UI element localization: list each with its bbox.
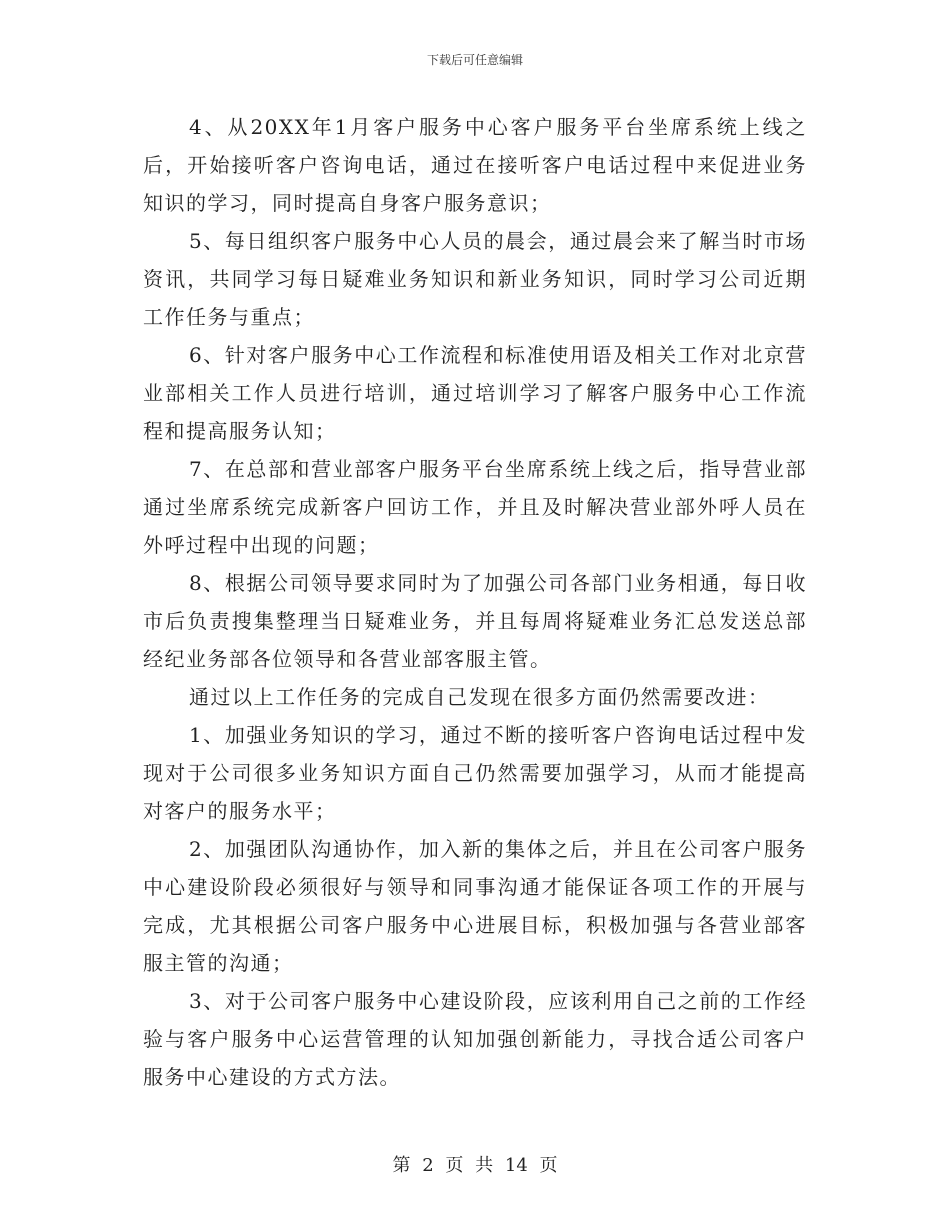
document-body — [143, 108, 807, 1096]
paragraph-summary: 通过以上工作任务的完成自己发现在很多方面仍然需要改进： — [189, 685, 770, 709]
footer-page-unit: 页 — [445, 1155, 464, 1176]
paragraph-item-7: 7、在总部和营业部客户服务平台坐席系统上线之后，指导营业部通过坐席系统完成新客户回访工作，并且及时解决营业部外呼人员在外呼过程中出现的问题； — [143, 457, 807, 557]
paragraph-item-4: 4、从20XX年1月客户服务中心客户服务平台坐席系统上线之后，开始接听客户咨询电话，通过在接听客户电话过程中来促进业务知识的学习，同时提高自身客户服务意识； — [143, 115, 807, 215]
footer-total-label: 共 — [475, 1155, 494, 1176]
paragraph-improvement-2: 2、加强团队沟通协作，加入新的集体之后，并且在公司客户服务中心建设阶段必须很好与领导和同事沟通才能保证各项工作的开展与完成，尤其根据公司客户服务中心进展目标，积极加强与各营业部客服主管的沟通； — [143, 837, 807, 975]
paragraph-improvement-1: 1、加强业务知识的学习，通过不断的接听客户咨询电话过程中发现对于公司很多业务知识方面自己仍然需要加强学习，从而才能提高对客户的服务水平； — [143, 723, 807, 823]
footer-total-pages: 14 — [504, 1155, 528, 1176]
paragraph-improvement-3: 3、对于公司客户服务中心建设阶段，应该利用自己之前的工作经验与客户服务中心运营管理的认知加强创新能力，寻找合适公司客户服务中心建设的方式方法。 — [143, 989, 807, 1089]
page-header: 下载后可任意编辑 — [426, 53, 523, 67]
footer-current-page: 2 — [422, 1155, 434, 1176]
paragraph-item-5: 5、每日组织客户服务中心人员的晨会，通过晨会来了解当时市场资讯，共同学习每日疑难业务知识和新业务知识，同时学习公司近期工作任务与重点； — [143, 229, 807, 329]
page-footer — [0, 1154, 950, 1178]
footer-total-unit: 页 — [539, 1155, 558, 1176]
paragraph-item-6: 6、针对客户服务中心工作流程和标准使用语及相关工作对北京营业部相关工作人员进行培训，通过培训学习了解客户服务中心工作流程和提高服务认知； — [143, 343, 807, 443]
footer-page-label: 第 — [392, 1155, 411, 1176]
paragraph-item-8: 8、根据公司领导要求同时为了加强公司各部门业务相通，每日收市后负责搜集整理当日疑难业务，并且每周将疑难业务汇总发送总部经纪业务部各位领导和各营业部客服主管。 — [143, 571, 807, 671]
